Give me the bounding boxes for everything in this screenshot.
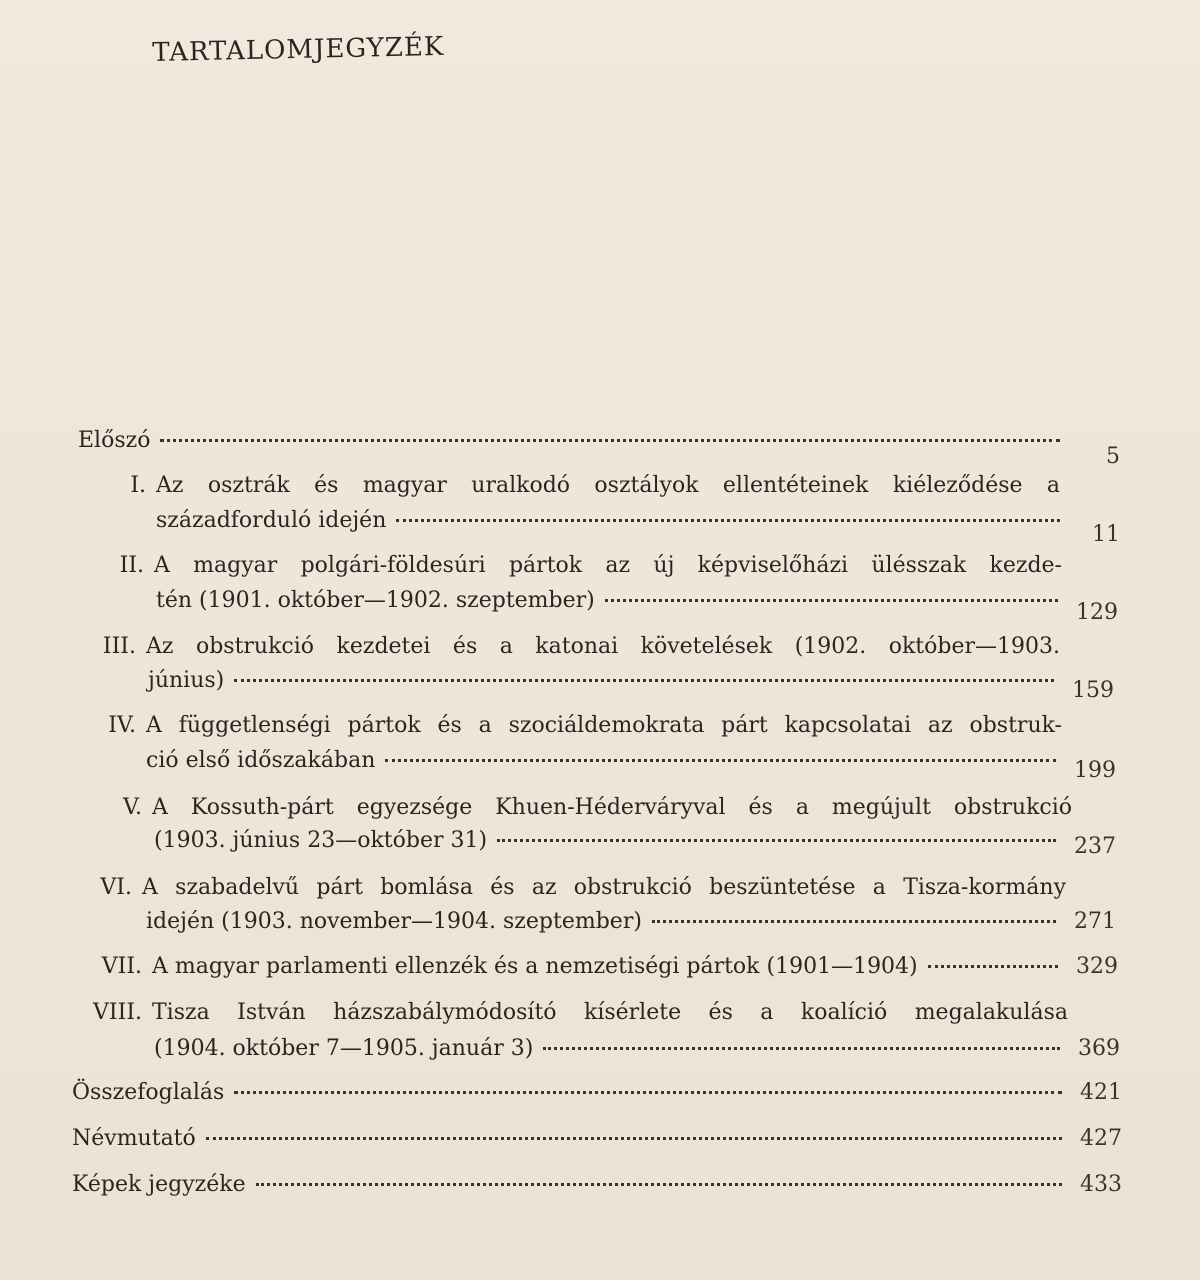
chapter-title-line2: ció első időszakában <box>146 748 376 773</box>
toc-page-number: 271 <box>1074 909 1116 934</box>
toc-entry-ch2-line2 <box>156 588 1118 625</box>
chapter-title-line2: századforduló idején <box>156 508 387 533</box>
toc-page-number: 237 <box>1074 834 1116 859</box>
toc-page-number: 433 <box>1080 1172 1122 1197</box>
toc-entry-ch5-line2 <box>154 828 1116 859</box>
dot-leader <box>206 1137 1062 1140</box>
toc-page-number: 427 <box>1080 1126 1122 1151</box>
chapter-title-line2: tén (1901. október—1902. szeptember) <box>156 588 595 613</box>
chapter-number: II. <box>119 553 144 578</box>
toc-page-number: 129 <box>1076 600 1118 625</box>
toc-entry-kepek <box>72 1172 1122 1197</box>
toc-page-number: 369 <box>1078 1036 1120 1061</box>
toc-entry-ch4-line1 <box>94 713 1062 738</box>
toc-entry-title: Névmutató <box>72 1126 196 1151</box>
chapter-title-line2: (1904. október 7—1905. január 3) <box>154 1036 534 1061</box>
dot-leader <box>652 920 1056 923</box>
toc-entry-ch8-line2 <box>154 1036 1120 1061</box>
toc-entry-ch8-line1 <box>80 1000 1068 1025</box>
toc-page-number: 159 <box>1072 678 1114 703</box>
chapter-number: VIII. <box>93 1000 142 1025</box>
chapter-title-line1: Tisza István házszabálymódosító kísérlete és a koalíció megalakulása <box>152 1000 1068 1025</box>
toc-entry-ch1-line2 <box>156 508 1120 547</box>
toc-entry-title: Összefoglalás <box>72 1080 225 1105</box>
dot-leader <box>543 1047 1060 1050</box>
chapter-title-line1: A szabadelvű párt bomlása és az obstrukció beszüntetése a Tisza-kormány <box>142 875 1066 900</box>
toc-entry-ch2-line1 <box>108 553 1062 578</box>
dot-leader <box>605 599 1058 602</box>
page-title: TARTALOMJEGYZÉK <box>152 31 445 68</box>
dot-leader <box>928 965 1058 968</box>
dot-leader <box>234 1091 1062 1094</box>
toc-entry-title: Előszó <box>78 428 151 453</box>
toc-page-number: 11 <box>1092 522 1120 547</box>
chapter-title-line1: A Kossuth-párt egyezsége Khuen-Héderváryval és a megújult obstrukció <box>152 795 1072 820</box>
toc-page-number: 329 <box>1076 954 1118 979</box>
chapter-number: III. <box>102 634 136 659</box>
toc-entry-osszefoglalas <box>72 1080 1122 1105</box>
dot-leader <box>396 519 1060 522</box>
chapter-title-line1: A magyar polgári-földesúri pártok az új képviselőházi ülésszak kezde- <box>154 553 1062 578</box>
toc-entry-eloszo <box>78 428 1120 469</box>
toc-page-number: 199 <box>1074 758 1116 783</box>
toc-page-number: 5 <box>1106 444 1120 469</box>
chapter-number: VI. <box>100 875 132 900</box>
toc-entry-nevmutato <box>72 1126 1122 1151</box>
chapter-title-line1: A magyar parlamenti ellenzék és a nemzetiségi pártok (1901—1904) <box>152 954 918 979</box>
toc-entry-ch6-line1 <box>92 875 1066 900</box>
toc-entry-ch3-line2 <box>148 668 1114 703</box>
toc-entry-ch4-line2 <box>146 748 1116 783</box>
toc-entry-ch1-line1 <box>112 473 1060 498</box>
chapter-title-line1: A függetlenségi pártok és a szociáldemokrata párt kapcsolatai az obstruk- <box>146 713 1062 738</box>
toc-page-number: 421 <box>1080 1080 1122 1105</box>
toc-entry-title: Képek jegyzéke <box>72 1172 246 1197</box>
dot-leader <box>497 839 1056 842</box>
chapter-number: IV. <box>108 713 136 738</box>
chapter-number: V. <box>122 795 142 820</box>
toc-entry-ch7 <box>92 954 1118 979</box>
dot-leader <box>234 679 1054 682</box>
chapter-number: I. <box>130 473 146 498</box>
chapter-title-line1: Az obstrukció kezdetei és a katonai követelések (1902. október—1903. <box>146 634 1060 659</box>
chapter-title-line2: június) <box>148 668 225 693</box>
toc-entry-ch3-line1 <box>94 634 1060 659</box>
chapter-title-line1: Az osztrák és magyar uralkodó osztályok ellentéteinek kiéleződése a <box>156 473 1060 498</box>
chapter-title-line2: (1903. június 23—október 31) <box>154 828 488 853</box>
chapter-number: VII. <box>101 954 142 979</box>
chapter-title-line2: idején (1903. november—1904. szeptember) <box>146 909 642 934</box>
toc-entry-ch5-line1 <box>112 795 1072 820</box>
dot-leader <box>385 759 1056 762</box>
dot-leader <box>256 1183 1062 1186</box>
toc-entry-ch6-line2 <box>146 909 1116 934</box>
dot-leader <box>160 439 1060 442</box>
